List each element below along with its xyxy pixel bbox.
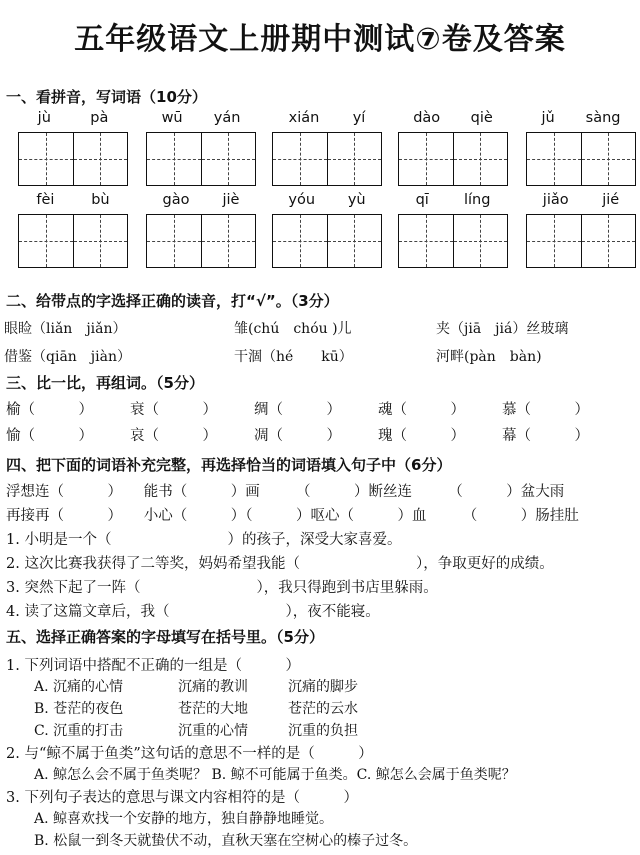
- pinyin-label: [398, 192, 508, 212]
- tian-grid-cell[interactable]: [527, 215, 582, 267]
- choice-option: B. 苍茫的夜色: [34, 701, 124, 717]
- compare-item: 榆（ ）: [6, 402, 93, 418]
- pinyin-label: [526, 192, 636, 212]
- pinyin-syllable: bù: [91, 192, 110, 208]
- tian-grid-cell[interactable]: [74, 133, 128, 185]
- compare-row-1: [6, 398, 626, 419]
- fill-sentence-4: 4. 读了这篇文章后，我（ ），夜不能寝。: [6, 604, 380, 620]
- pronunciation-item: 借鉴（qiān jiàn）: [4, 349, 131, 365]
- pinyin-label: [272, 110, 382, 130]
- writing-box[interactable]: [18, 132, 128, 186]
- pinyin-syllable: yí: [352, 110, 366, 126]
- compare-item: 慕（ ）: [502, 402, 589, 418]
- writing-box[interactable]: [398, 132, 508, 186]
- pinyin-syllable: líng: [463, 192, 491, 208]
- pinyin-word-group: [18, 110, 128, 186]
- pinyin-syllable: jǔ: [541, 110, 555, 126]
- pronunciation-item: 雏(chú chóu )儿: [234, 321, 352, 337]
- pinyin-syllable: dào: [413, 110, 441, 126]
- pinyin-label: [272, 192, 382, 212]
- pinyin-syllable: sàng: [585, 110, 621, 126]
- compare-row-2: [6, 424, 626, 445]
- choice-option: 苍茫的大地: [178, 701, 248, 717]
- writing-box[interactable]: [272, 214, 382, 268]
- fill-sentence-2: 2. 这次比赛我获得了二等奖，妈妈希望我能（ ），争取更好的成绩。: [6, 556, 554, 572]
- compare-item: 愉（ ）: [6, 428, 93, 444]
- tian-grid-cell[interactable]: [273, 133, 328, 185]
- pinyin-word-group: [272, 110, 382, 186]
- tian-grid-cell[interactable]: [19, 215, 74, 267]
- choice-option: A. 沉痛的心情: [34, 679, 124, 695]
- writing-box[interactable]: [526, 132, 636, 186]
- pinyin-word-group: [526, 110, 636, 186]
- choice-option: A. 鲸怎么会不属于鱼类呢？ B. 鲸不可能属于鱼类。C. 鲸怎么会属于鱼类呢？: [34, 767, 516, 783]
- choice-question-2: 2. 与“鲸不属于鱼类”这句话的意思不一样的是（ ）: [6, 746, 373, 762]
- pinyin-word-group: [146, 110, 256, 186]
- choice-option: 苍茫的云水: [288, 701, 358, 717]
- pinyin-syllable: fèi: [36, 192, 55, 208]
- tian-grid-cell[interactable]: [582, 215, 636, 267]
- tian-grid-cell[interactable]: [74, 215, 128, 267]
- tian-grid-cell[interactable]: [273, 215, 328, 267]
- pinyin-label: [398, 110, 508, 130]
- fill-sentence-3: 3. 突然下起了一阵（ ），我只得跑到书店里躲雨。: [6, 580, 438, 596]
- pronunciation-item: 夹（jiā jiá）丝玻璃: [436, 321, 569, 337]
- section-3-heading: 三、比一比，再组词。（5分）: [6, 374, 204, 392]
- choice-option: 沉痛的教训: [178, 679, 248, 695]
- pinyin-label: [18, 110, 128, 130]
- fill-sentence-1: 1. 小明是一个（ ）的孩子，深受大家喜爱。: [6, 532, 402, 548]
- writing-box[interactable]: [398, 214, 508, 268]
- choice-option: C. 沉重的打击: [34, 723, 124, 739]
- pinyin-label: [526, 110, 636, 130]
- compare-item: 幕（ ）: [502, 428, 589, 444]
- writing-box[interactable]: [526, 214, 636, 268]
- pinyin-syllable: qiè: [470, 110, 493, 126]
- pinyin-syllable: yóu: [288, 192, 316, 208]
- tian-grid-cell[interactable]: [147, 215, 202, 267]
- pinyin-syllable: xián: [288, 110, 320, 126]
- writing-box[interactable]: [272, 132, 382, 186]
- tian-grid-cell[interactable]: [582, 133, 636, 185]
- idiom-row-1: 浮想连（ ） 能书（ ）画 （ ）断丝连 （ ）盆大雨: [6, 484, 565, 500]
- tian-grid-cell[interactable]: [202, 215, 256, 267]
- pinyin-syllable: jiǎo: [542, 192, 569, 208]
- pinyin-syllable: wū: [161, 110, 183, 126]
- idiom-row-2: 再接再（ ） 小心（ ）（ ）呕心（ ）血 （ ）肠挂肚: [6, 508, 579, 524]
- choice-option: B. 松鼠一到冬天就蛰伏不动，直秋天塞在空树心的榛子过冬。: [34, 833, 418, 849]
- pinyin-syllable: yán: [213, 110, 241, 126]
- pinyin-syllable: gào: [162, 192, 190, 208]
- pinyin-word-group: [272, 192, 382, 268]
- compare-item: 凋（ ）: [254, 428, 341, 444]
- choice-option: 沉重的负担: [288, 723, 358, 739]
- writing-box[interactable]: [146, 214, 256, 268]
- tian-grid-cell[interactable]: [328, 215, 382, 267]
- writing-box[interactable]: [146, 132, 256, 186]
- tian-grid-cell[interactable]: [202, 133, 256, 185]
- tian-grid-cell[interactable]: [328, 133, 382, 185]
- pinyin-word-group: [18, 192, 128, 268]
- pinyin-syllable: qī: [415, 192, 429, 208]
- pinyin-label: [18, 192, 128, 212]
- pinyin-syllable: jié: [602, 192, 620, 208]
- compare-item: 绸（ ）: [254, 402, 341, 418]
- tian-grid-cell[interactable]: [147, 133, 202, 185]
- pinyin-label: [146, 192, 256, 212]
- section-1-heading: 一、看拼音，写词语（10分）: [6, 88, 207, 106]
- tian-grid-cell[interactable]: [19, 133, 74, 185]
- compare-item: 衰（ ）: [130, 402, 217, 418]
- pinyin-syllable: yù: [347, 192, 366, 208]
- choice-question-1: 1. 下列词语中搭配不正确的一组是（ ）: [6, 658, 300, 674]
- pinyin-word-group: [398, 192, 508, 268]
- compare-item: 哀（ ）: [130, 428, 217, 444]
- pinyin-syllable: pà: [90, 110, 109, 126]
- tian-grid-cell[interactable]: [454, 215, 508, 267]
- compare-item: 瑰（ ）: [378, 428, 465, 444]
- pinyin-label: [146, 110, 256, 130]
- tian-grid-cell[interactable]: [399, 133, 454, 185]
- section-5-heading: 五、选择正确答案的字母填写在括号里。（5分）: [6, 628, 324, 646]
- compare-item: 魂（ ）: [378, 402, 465, 418]
- choice-option: 沉痛的脚步: [288, 679, 358, 695]
- pinyin-word-group: [526, 192, 636, 268]
- pronunciation-item: 河畔(pàn bàn): [436, 349, 542, 365]
- choice-question-3: 3. 下列句子表达的意思与课文内容相符的是（ ）: [6, 790, 358, 806]
- section-4-heading: 四、把下面的词语补充完整，再选择恰当的词语填入句子中（6分）: [6, 456, 452, 474]
- pinyin-syllable: jù: [37, 110, 51, 126]
- page-title: 五年级语文上册期中测试⑦卷及答案: [74, 22, 566, 57]
- pinyin-syllable: jiè: [222, 192, 240, 208]
- choice-option: A. 鲸喜欢找一个安静的地方，独自静静地睡觉。: [34, 811, 334, 827]
- writing-box[interactable]: [18, 214, 128, 268]
- choice-option: 沉重的心情: [178, 723, 248, 739]
- tian-grid-cell[interactable]: [527, 133, 582, 185]
- tian-grid-cell[interactable]: [399, 215, 454, 267]
- section-2-heading: 二、给带点的字选择正确的读音，打“√”。（3分）: [6, 292, 339, 310]
- pinyin-word-group: [398, 110, 508, 186]
- tian-grid-cell[interactable]: [454, 133, 508, 185]
- pronunciation-item: 干涸（hé kū）: [234, 349, 353, 365]
- pinyin-word-group: [146, 192, 256, 268]
- pronunciation-item: 眼睑（liǎn jiǎn）: [4, 321, 127, 337]
